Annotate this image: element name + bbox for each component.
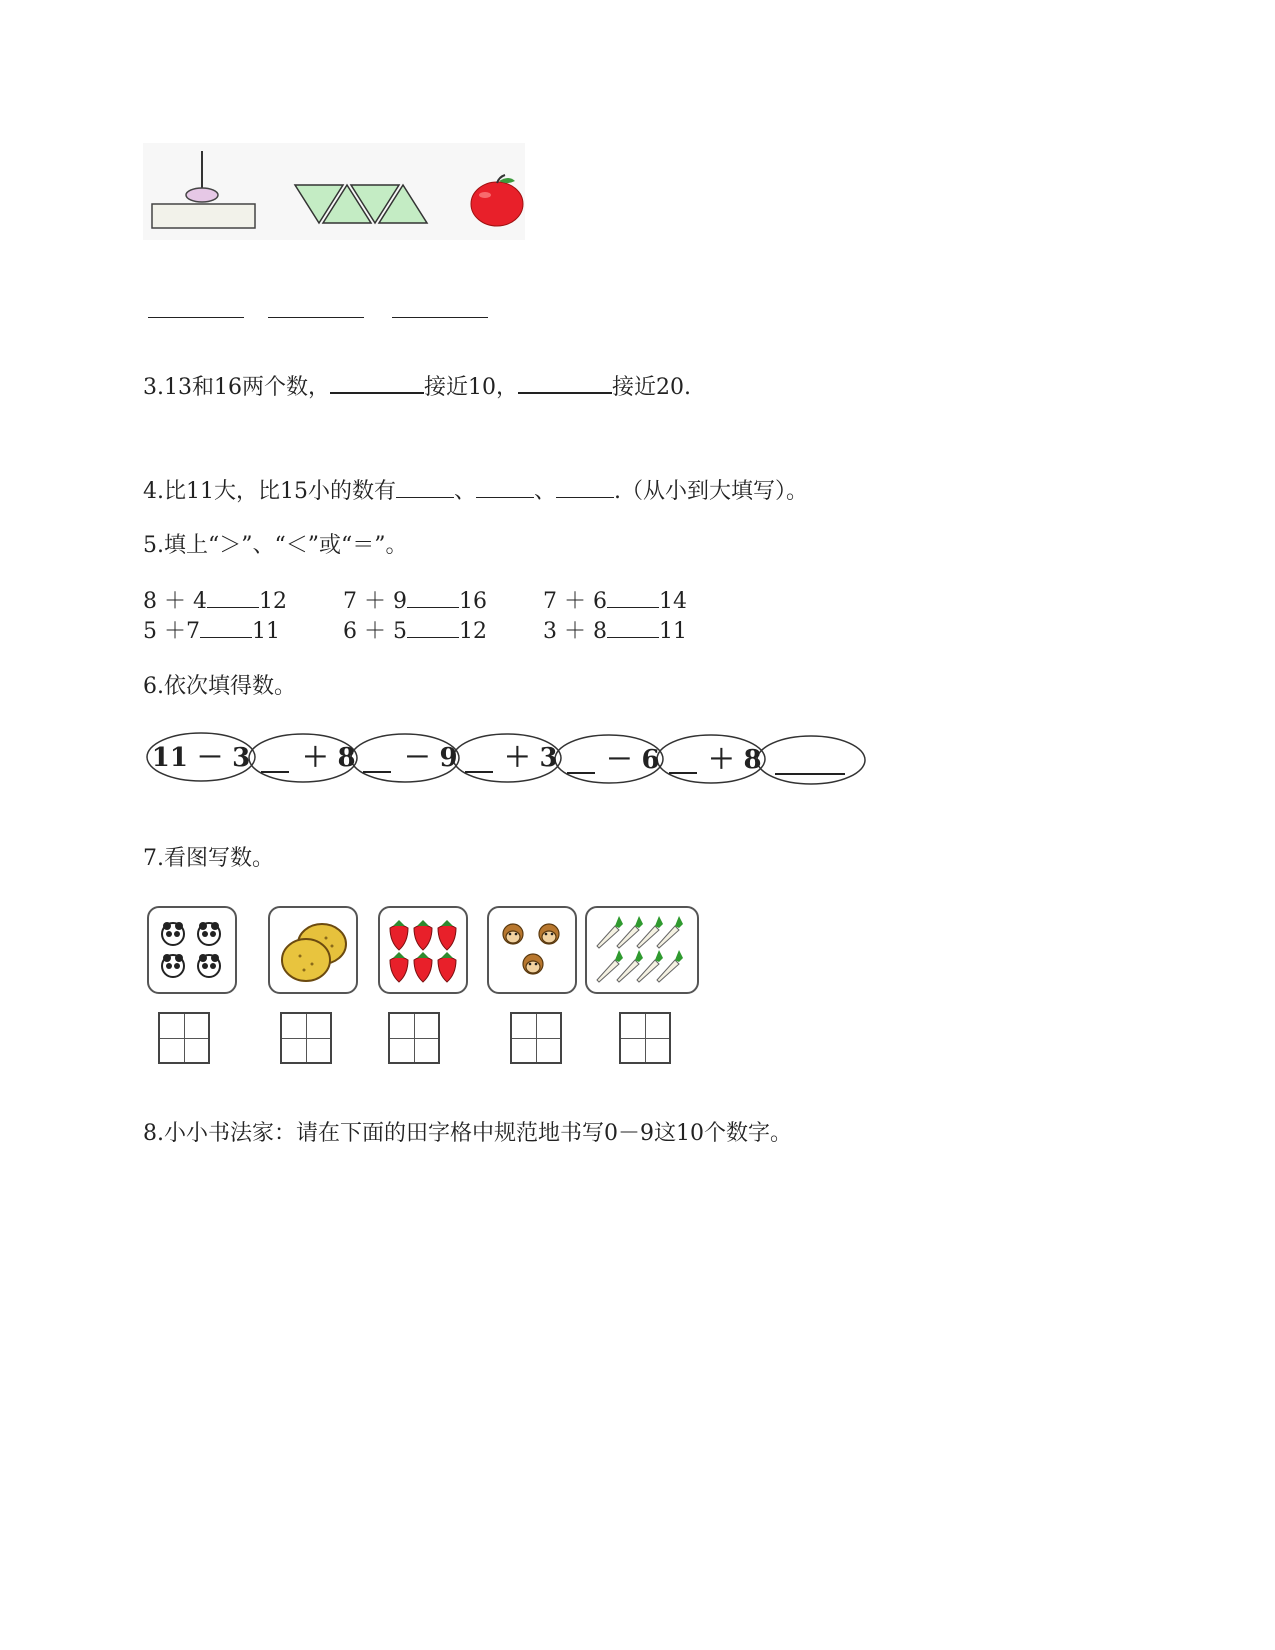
q6-oval-2-text: ＋ 8	[302, 743, 356, 773]
q6-chain-svg	[143, 728, 873, 788]
q2-picture-strip	[143, 143, 525, 240]
q5-item	[343, 617, 543, 647]
q5-value: 14	[658, 589, 687, 614]
q5-value: 11	[252, 619, 280, 644]
monkey-icon	[489, 908, 575, 992]
q7-answer-grid-5[interactable]	[619, 1012, 671, 1064]
q6-oval-6	[669, 745, 762, 775]
q5-expr: 7 ＋ 6	[543, 589, 607, 614]
q5-blank[interactable]	[207, 589, 259, 608]
q5-value: 12	[458, 619, 487, 644]
carrot-picture-box	[585, 906, 699, 994]
q5-row-2	[143, 617, 743, 647]
strawberry-icon	[380, 908, 466, 992]
q5-expr: 7 ＋ 9	[343, 589, 407, 614]
q5-comparisons	[143, 587, 743, 647]
q4-text-2: .（从小到大填写）。	[614, 479, 809, 504]
q5-blank[interactable]	[407, 619, 459, 638]
potato-picture-box	[268, 906, 358, 994]
q7-answer-grid-1[interactable]	[158, 1012, 210, 1064]
q4-blank-2[interactable]	[476, 479, 534, 498]
q5-blank[interactable]	[607, 619, 659, 638]
q6-oval-chain	[143, 728, 873, 792]
q6-oval-3-text: － 9	[404, 743, 458, 773]
q4-blank-3[interactable]	[556, 479, 614, 498]
q5-item	[143, 587, 343, 617]
q6-oval-5-text: － 6	[606, 745, 660, 775]
q5-row-1	[143, 587, 743, 617]
q3-text-1: 3.13和16两个数，	[143, 375, 330, 400]
question-7-title: 7.看图写数。	[143, 846, 274, 871]
q3-text-2: 接近10，	[423, 375, 518, 400]
q7-answer-grid-2[interactable]	[280, 1012, 332, 1064]
q6-oval-6-text: ＋ 8	[708, 745, 762, 775]
q4-text-1: 4.比11大，比15小的数有	[143, 479, 396, 504]
q7-answer-grid-4[interactable]	[510, 1012, 562, 1064]
q7-answer-grid-3[interactable]	[388, 1012, 440, 1064]
q5-blank[interactable]	[407, 589, 459, 608]
cylinder-stand-icon	[152, 151, 255, 228]
strawberry-picture-box	[378, 906, 468, 994]
q5-value: 11	[658, 619, 687, 644]
carrot-icon	[587, 908, 697, 992]
q5-item	[143, 617, 343, 647]
q3-blank-1[interactable]	[330, 372, 424, 394]
q5-expr: 8 ＋ 4	[143, 589, 207, 614]
q2-answer-blank-3[interactable]	[392, 317, 488, 318]
q5-item	[543, 617, 743, 647]
q5-expr: 5 ＋7	[143, 619, 200, 644]
question-4	[143, 478, 808, 506]
monkey-picture-box	[487, 906, 577, 994]
q5-blank[interactable]	[200, 619, 252, 638]
q5-value: 12	[258, 589, 287, 614]
potato-icon	[270, 908, 356, 992]
q6-oval-1-text: 11 － 3	[151, 743, 251, 773]
q6-oval-4	[465, 743, 558, 773]
q4-sep-2: 、	[534, 479, 557, 504]
q6-oval-4-text: ＋ 3	[504, 743, 558, 773]
q2-answer-blank-2[interactable]	[268, 317, 364, 318]
q6-oval-2	[261, 743, 356, 773]
q6-oval-5	[567, 745, 660, 775]
q6-oval-3	[363, 743, 458, 773]
question-8-title: 8.小小书法家：请在下面的田字格中规范地书写0－9这10个数字。	[143, 1121, 792, 1146]
question-5-title: 5.填上“＞”、“＜”或“＝”。	[143, 533, 408, 558]
q2-picture-svg	[143, 143, 525, 240]
q3-blank-2[interactable]	[518, 372, 612, 394]
q5-expr: 3 ＋ 8	[543, 619, 607, 644]
panda-picture-box	[147, 906, 237, 994]
question-3	[143, 372, 691, 402]
apple-icon	[471, 175, 523, 226]
q5-expr: 6 ＋ 5	[343, 619, 407, 644]
triangles-icon	[295, 185, 427, 223]
q3-text-3: 接近20.	[611, 375, 691, 400]
q4-sep-1: 、	[453, 479, 476, 504]
q2-answer-blank-1[interactable]	[148, 317, 244, 318]
panda-icon	[149, 908, 235, 992]
q5-item	[343, 587, 543, 617]
q4-blank-1[interactable]	[396, 479, 454, 498]
q5-value: 16	[458, 589, 487, 614]
question-6-title: 6.依次填得数。	[143, 674, 296, 699]
q5-blank[interactable]	[607, 589, 659, 608]
q5-item	[543, 587, 743, 617]
